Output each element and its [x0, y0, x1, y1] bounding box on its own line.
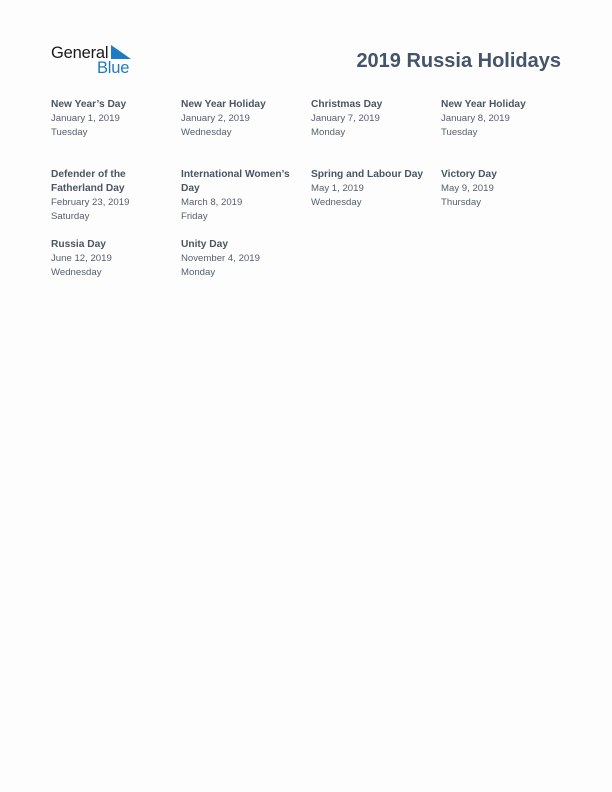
holiday-name: Christmas Day — [311, 99, 383, 110]
logo-triangle-icon — [111, 45, 131, 59]
holiday-entry — [441, 98, 565, 140]
holiday-date: January 7, 2019 — [311, 113, 380, 124]
holiday-date: February 23, 2019 — [51, 197, 130, 208]
holiday-name: Russia Day — [51, 239, 106, 250]
holiday-date: November 4, 2019 — [181, 253, 260, 264]
holiday-name: New Year Holiday — [441, 99, 526, 110]
holiday-weekday: Wednesday — [51, 267, 102, 278]
holiday-weekday: Wednesday — [311, 197, 362, 208]
holiday-name: Victory Day — [441, 169, 497, 180]
holiday-date: June 12, 2019 — [51, 253, 112, 264]
holiday-entry — [441, 168, 565, 210]
holiday-date: January 2, 2019 — [181, 113, 250, 124]
holiday-entry — [311, 98, 435, 140]
holiday-weekday: Tuesday — [51, 127, 88, 138]
holiday-entry — [311, 168, 435, 210]
holiday-name: Defender of the Fatherland Day — [51, 169, 126, 194]
holiday-name: Spring and Labour Day — [311, 169, 424, 180]
logo — [51, 44, 141, 78]
holiday-weekday: Saturday — [51, 211, 90, 222]
holiday-entry — [51, 168, 151, 224]
holiday-weekday: Tuesday — [441, 127, 478, 138]
logo-text-blue: Blue — [97, 59, 130, 77]
holiday-weekday: Wednesday — [181, 127, 232, 138]
holiday-name: International Women’s Day — [181, 169, 290, 194]
holiday-entry — [181, 238, 305, 280]
page-title: 2019 Russia Holidays — [356, 50, 561, 72]
holiday-weekday: Monday — [181, 267, 216, 278]
holiday-entry — [181, 168, 303, 224]
holiday-date: March 8, 2019 — [181, 197, 243, 208]
holiday-name: New Year Holiday — [181, 99, 266, 110]
holiday-date: January 1, 2019 — [51, 113, 120, 124]
logo-text-general: General — [51, 44, 109, 62]
holiday-entry — [51, 238, 175, 280]
holiday-entry — [181, 98, 305, 140]
holiday-name: Unity Day — [181, 239, 228, 250]
holiday-date: January 8, 2019 — [441, 113, 510, 124]
holiday-weekday: Friday — [181, 211, 208, 222]
holiday-entry — [51, 98, 175, 140]
holiday-name: New Year’s Day — [51, 99, 127, 110]
holiday-weekday: Thursday — [441, 197, 481, 208]
holiday-date: May 1, 2019 — [311, 183, 364, 194]
holiday-date: May 9, 2019 — [441, 183, 494, 194]
holiday-weekday: Monday — [311, 127, 346, 138]
